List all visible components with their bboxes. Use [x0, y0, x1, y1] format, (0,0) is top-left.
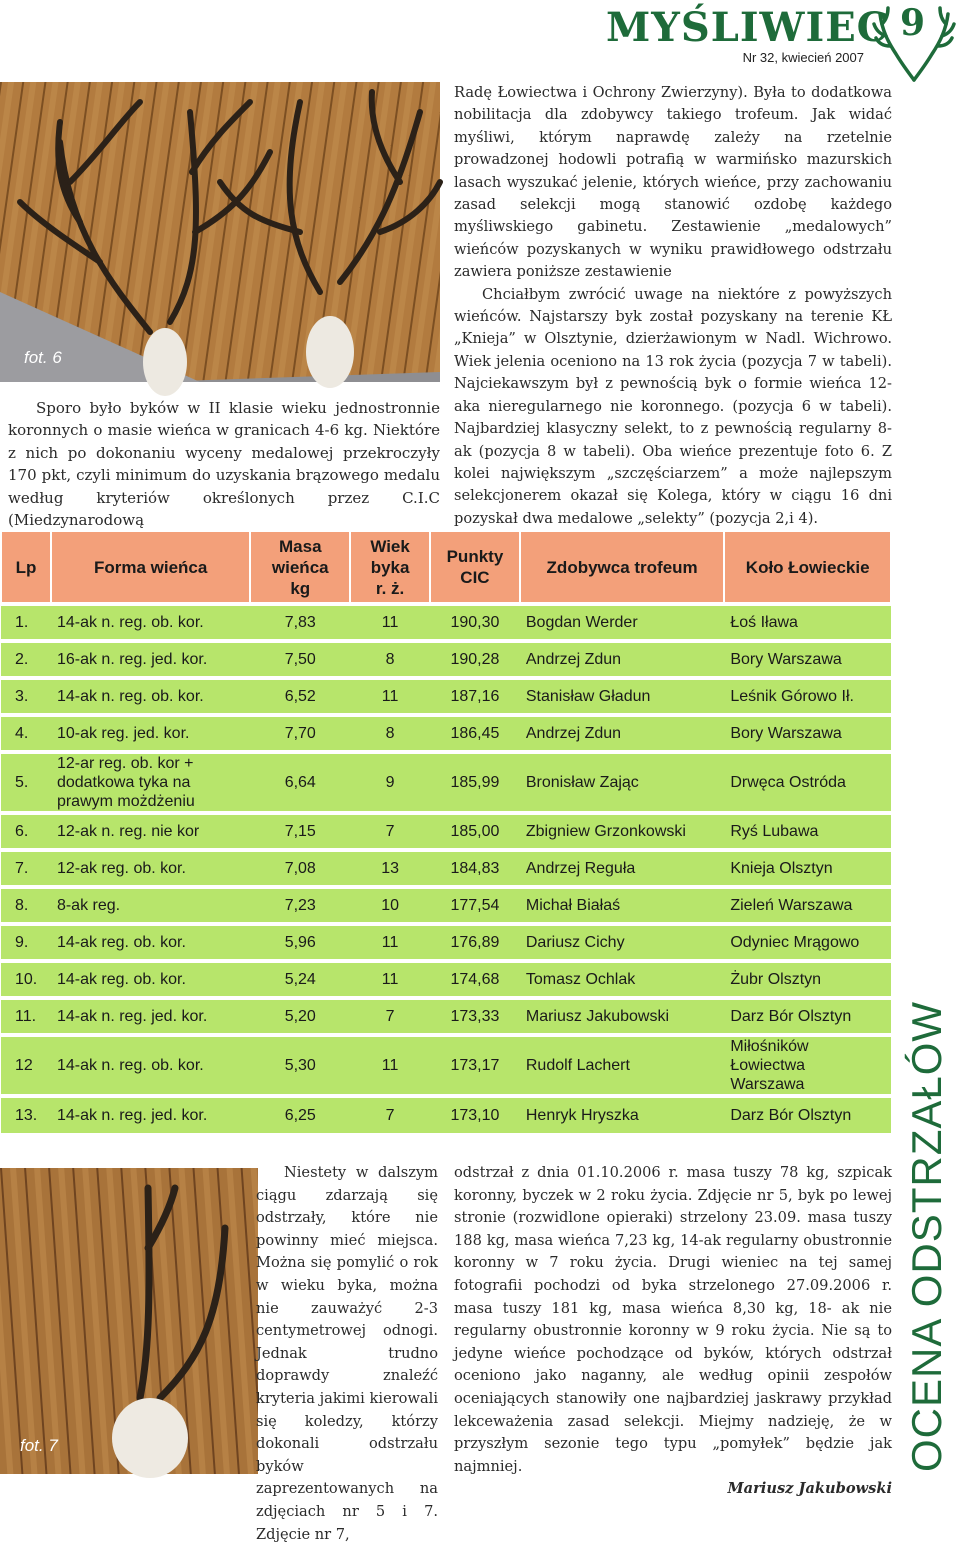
cell-forma: 12-ar reg. ob. kor + dodatkowa tyka na prawym możdżeniu [51, 752, 250, 813]
right-paragraph-2: Chciałbym zwrócić uwage na niektóre z powyższych wieńców. Najstarszy byk został pozyskany na terenie KŁ „Knieja” w Olsztynie, dzierżawionym w Nadl. Wichrowo. Wiek jelenia oceniono na 13 rok życia (pozycja 7 w tabeli). Najciekawszym był z pewnością byk o formie wieńca 12-aka nieregularnego nie koronnego. (pozycja 6 w tabeli). Najbardziej klasyczny selekt, to z pewnością regularny 8-ak (pozycja 8 w tabeli). Oba wieńce prezentuje foto 6. Z kolei największym „szczęściarzem” a może najlepszym selekcjonerem okazał się Kolega, który w ciągu 16 dni pozyskał dwa medalowe „selekty” (pozycja 2,i 4). [454, 285, 892, 527]
cell-zdobywca: Andrzej Zdun [520, 715, 724, 752]
cell-forma: 12-ak reg. ob. kor. [51, 850, 250, 887]
left-column-text [8, 397, 440, 531]
right-column-text [454, 82, 892, 530]
table-row [1, 961, 891, 998]
header-forma: Forma wieńca [51, 531, 250, 604]
header-zdobywca: Zdobywca trofeum [520, 531, 724, 604]
table-row [1, 678, 891, 715]
photo7-caption: fot. 7 [20, 1436, 58, 1455]
cell-forma: 12-ak n. reg. nie kor [51, 813, 250, 850]
cell-masa: 7,15 [250, 813, 350, 850]
cell-punkty: 187,16 [430, 678, 520, 715]
cell-lp: 8. [1, 887, 51, 924]
cell-forma: 14-ak reg. ob. kor. [51, 961, 250, 998]
cell-lp: 2. [1, 641, 51, 678]
cell-lp: 3. [1, 678, 51, 715]
cell-zdobywca: Michał Białaś [520, 887, 724, 924]
masthead [600, 4, 890, 68]
header-masa: Masa wieńca kg [250, 531, 350, 604]
cell-zdobywca: Dariusz Cichy [520, 924, 724, 961]
cell-punkty: 185,99 [430, 752, 520, 813]
cell-zdobywca: Andrzej Zdun [520, 641, 724, 678]
cell-forma: 16-ak n. reg. jed. kor. [51, 641, 250, 678]
cell-lp: 11. [1, 998, 51, 1035]
table-row [1, 1035, 891, 1096]
cell-lp: 10. [1, 961, 51, 998]
cell-lp: 1. [1, 604, 51, 641]
page-number: 9 [900, 2, 926, 44]
cell-masa: 7,83 [250, 604, 350, 641]
cell-punkty: 184,83 [430, 850, 520, 887]
header-lp: Lp [1, 531, 51, 604]
cell-wiek: 11 [350, 1035, 430, 1096]
cell-masa: 5,20 [250, 998, 350, 1035]
cell-kolo: Knieja Olsztyn [724, 850, 891, 887]
trophy-table [0, 530, 892, 1133]
cell-punkty: 186,45 [430, 715, 520, 752]
cell-forma: 14-ak reg. ob. kor. [51, 924, 250, 961]
bottom-left-column-text [256, 1162, 438, 1546]
cell-punkty: 176,89 [430, 924, 520, 961]
table-row [1, 924, 891, 961]
cell-kolo: Żubr Olsztyn [724, 961, 891, 998]
cell-zdobywca: Bogdan Werder [520, 604, 724, 641]
cell-masa: 7,08 [250, 850, 350, 887]
cell-forma: 8-ak reg. [51, 887, 250, 924]
section-label: OCENA ODSTRZAŁÓW [903, 1000, 950, 1472]
cell-forma: 14-ak n. reg. ob. kor. [51, 604, 250, 641]
cell-kolo: Łoś Iława [724, 604, 891, 641]
issue-info: Nr 32, kwiecień 2007 [742, 50, 864, 65]
table-row [1, 1096, 891, 1133]
cell-zdobywca: Henryk Hryszka [520, 1096, 724, 1133]
cell-lp: 5. [1, 752, 51, 813]
bottom-left-paragraph: Niestety w dalszym ciągu zdarzają się odstrzały, które nie powinny mieć miejsca. Można się pomylić o rok w wieku byka, można nie zauważyć 2-3 centymetrowej odnogi. Jednak trudno doprawdy znaleźć kryteria jakimi kierowali się koledzy, którzy dokonali odstrzału byków zaprezentowanych na zdjęciach nr 5 i 7. Zdjęcie nr 7, [256, 1164, 438, 1543]
cell-zdobywca: Mariusz Jakubowski [520, 998, 724, 1035]
cell-masa: 5,30 [250, 1035, 350, 1096]
cell-punkty: 190,28 [430, 641, 520, 678]
bottom-right-column-text [454, 1162, 892, 1501]
header-wiek: Wiek byka r. ż. [350, 531, 430, 604]
cell-wiek: 7 [350, 1096, 430, 1133]
table-row [1, 998, 891, 1035]
magazine-title: MYŚLIWIEC [606, 4, 890, 51]
cell-wiek: 8 [350, 715, 430, 752]
table-row [1, 813, 891, 850]
cell-zdobywca: Tomasz Ochlak [520, 961, 724, 998]
cell-zdobywca: Bronisław Zając [520, 752, 724, 813]
photo-antlers-7 [0, 1168, 258, 1474]
cell-zdobywca: Rudolf Lachert [520, 1035, 724, 1096]
cell-wiek: 7 [350, 998, 430, 1035]
bottom-right-paragraph: odstrzał z dnia 01.10.2006 r. masa tuszy 78 kg, szpicak koronny, byczek w 2 roku życia. Zdjęcie nr 5, byk po lewej stronie (rozwidlone opieraki) strzelony 23.09. masa tuszy 188 kg, masa wieńca 7,23 kg, 14-ak regularny obustronnie koronny w 7 roku życia. Drugi wieniec na tej samej fotografii pochodzi od byka strzelonego 27.09.2006 r. masa tuszy 181 kg, masa wieńca 8,30 kg, 18- ak nie regularny obustronnie koronny w 9 roku życia. Nie są to jedyne wieńce pochodzące od byków, których odstrzał oceniono jako naganny, ale według opinii zespołów oceniających stanowiły one najbardziej jaskrawy przykład lekceważenia zasad selekcji. Miejmy nadzieję, że w przyszłym sezonie tego typu „pomyłek” będzie jak najmniej. [454, 1164, 892, 1475]
cell-wiek: 9 [350, 752, 430, 813]
right-paragraph-1: Radę Łowiectwa i Ochrony Zwierzyny). Była to dodatkowa nobilitacja dla zdobywcy takiego trofeum. Jak widać myśliwi, którym naprawdę zależy na rzetelnie prowadzonej hodowli potrafią w warmińsko mazurskich lasach wyszukać jelenie, których wieńce, przy zachowaniu zasad selekcji mogą stanowić ozdobę każdego myśliwskiego gabinetu. Zestawienie „medalowych” wieńców pozyskanych w wyniku prawidłowego odstrzału zawiera poniższe zestawienie [454, 84, 892, 281]
cell-punkty: 185,00 [430, 813, 520, 850]
cell-lp: 12 [1, 1035, 51, 1096]
photo-antlers-6 [0, 82, 440, 382]
cell-wiek: 8 [350, 641, 430, 678]
cell-wiek: 7 [350, 813, 430, 850]
cell-masa: 6,52 [250, 678, 350, 715]
cell-lp: 7. [1, 850, 51, 887]
table-row [1, 715, 891, 752]
header-kolo: Koło Łowieckie [724, 531, 891, 604]
left-paragraph: Sporo było byków w II klasie wieku jednostronnie koronnych o masie wieńca w granicach 4-6 kg. Niektóre z nich po dokonaniu wyceny medalowej przekroczyły 170 pkt, czyli minimum do uzyskania brązowego medalu według kryteriów określonych przez C.I.C (Miedzynarodową [8, 399, 440, 530]
author-signature: Mariusz Jakubowski [727, 1480, 892, 1498]
cell-punkty: 173,17 [430, 1035, 520, 1096]
cell-punkty: 177,54 [430, 887, 520, 924]
cell-lp: 13. [1, 1096, 51, 1133]
table-row [1, 604, 891, 641]
cell-wiek: 11 [350, 678, 430, 715]
table-row [1, 850, 891, 887]
cell-forma: 14-ak n. reg. jed. kor. [51, 1096, 250, 1133]
cell-zdobywca: Stanisław Gładun [520, 678, 724, 715]
cell-masa: 6,64 [250, 752, 350, 813]
cell-forma: 10-ak reg. jed. kor. [51, 715, 250, 752]
cell-masa: 5,24 [250, 961, 350, 998]
cell-kolo: Bory Warszawa [724, 641, 891, 678]
header-punkty: Punkty CIC [430, 531, 520, 604]
cell-punkty: 190,30 [430, 604, 520, 641]
cell-punkty: 174,68 [430, 961, 520, 998]
cell-zdobywca: Andrzej Reguła [520, 850, 724, 887]
cell-kolo: Zieleń Warszawa [724, 887, 891, 924]
cell-lp: 4. [1, 715, 51, 752]
cell-wiek: 11 [350, 924, 430, 961]
cell-masa: 5,96 [250, 924, 350, 961]
cell-punkty: 173,10 [430, 1096, 520, 1133]
cell-forma: 14-ak n. reg. ob. kor. [51, 678, 250, 715]
cell-wiek: 11 [350, 604, 430, 641]
cell-kolo: Bory Warszawa [724, 715, 891, 752]
cell-wiek: 11 [350, 961, 430, 998]
cell-masa: 6,25 [250, 1096, 350, 1133]
cell-wiek: 10 [350, 887, 430, 924]
cell-forma: 14-ak n. reg. ob. kor. [51, 1035, 250, 1096]
cell-masa: 7,23 [250, 887, 350, 924]
cell-masa: 7,70 [250, 715, 350, 752]
cell-kolo: Miłośników Łowiectwa Warszawa [724, 1035, 891, 1096]
cell-kolo: Ryś Lubawa [724, 813, 891, 850]
cell-lp: 6. [1, 813, 51, 850]
cell-kolo: Leśnik Górowo Ił. [724, 678, 891, 715]
cell-wiek: 13 [350, 850, 430, 887]
cell-kolo: Darz Bór Olsztyn [724, 998, 891, 1035]
cell-forma: 14-ak n. reg. jed. kor. [51, 998, 250, 1035]
table-row [1, 887, 891, 924]
photo6-caption: fot. 6 [24, 348, 62, 367]
cell-kolo: Odyniec Mrągowo [724, 924, 891, 961]
cell-kolo: Darz Bór Olsztyn [724, 1096, 891, 1133]
table-header-row [1, 531, 891, 604]
cell-kolo: Drwęca Ostróda [724, 752, 891, 813]
cell-zdobywca: Zbigniew Grzonkowski [520, 813, 724, 850]
cell-lp: 9. [1, 924, 51, 961]
table-row [1, 752, 891, 813]
cell-masa: 7,50 [250, 641, 350, 678]
table-row [1, 641, 891, 678]
cell-punkty: 173,33 [430, 998, 520, 1035]
